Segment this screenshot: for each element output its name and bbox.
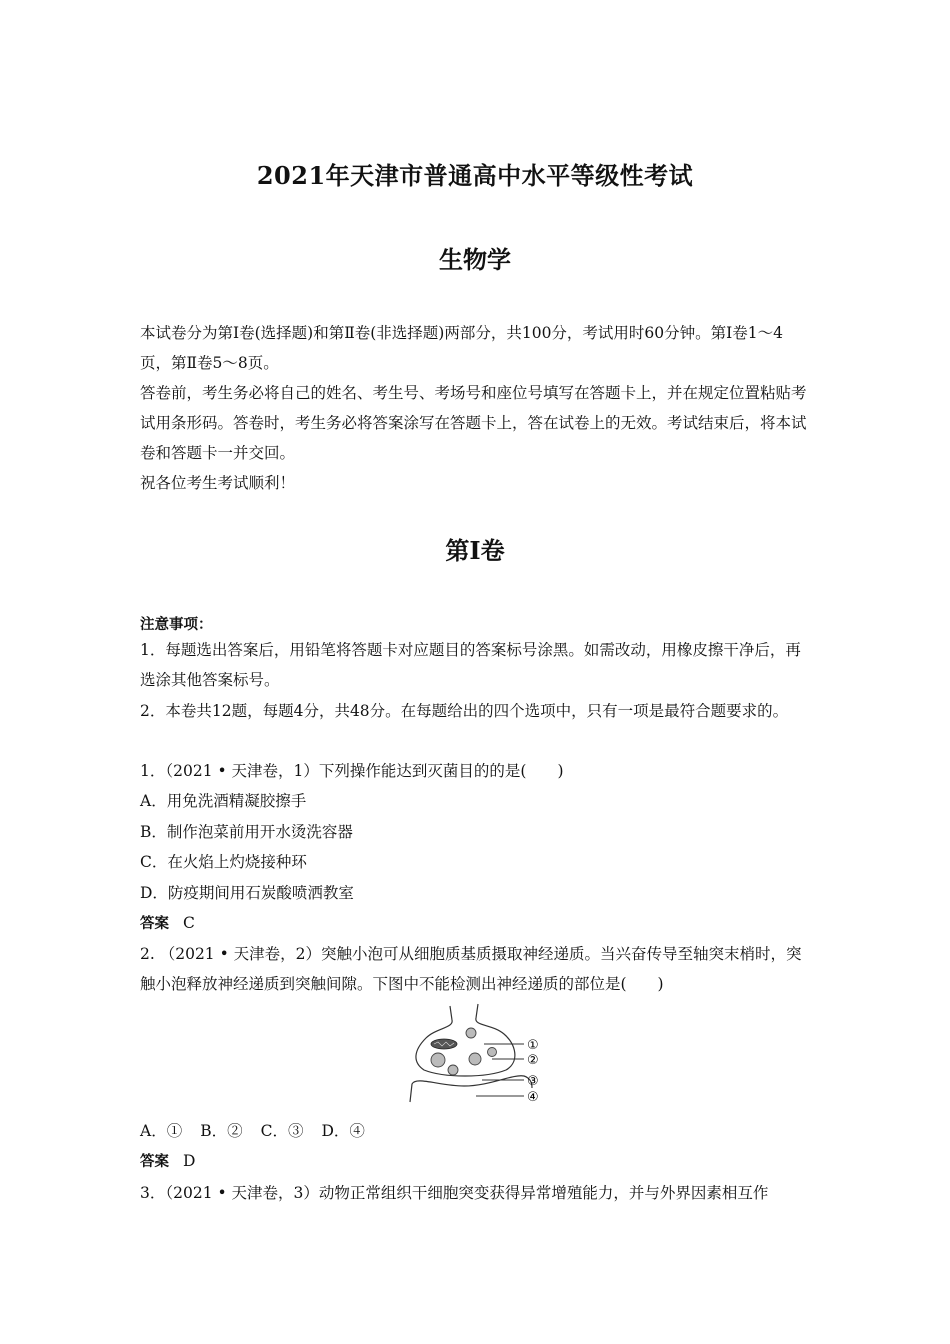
question-3-stem: 3．（2021 • 天津卷，3）动物正常组织干细胞突变获得异常增殖能力，并与外界因素相互作 xyxy=(140,1184,769,1202)
notice-heading: 注意事项： xyxy=(140,617,213,633)
question-2-option-b: B．② xyxy=(200,1122,243,1140)
intro-paragraph-3: 祝各位考生考试顺利！ xyxy=(140,474,296,492)
intro-paragraph-1: 本试卷分为第Ⅰ卷(选择题)和第Ⅱ卷(非选择题)两部分，共100分，考试用时60分钟。第Ⅰ卷1～4页，第Ⅱ卷5～8页。 xyxy=(140,324,784,372)
section-title: 第Ⅰ卷 xyxy=(445,536,505,565)
vesicle-shape xyxy=(469,1053,481,1065)
question-1-stem: 1．（2021 • 天津卷，1）下列操作能达到灭菌目的的是( ) xyxy=(140,762,564,780)
answer-value: D xyxy=(183,1152,196,1170)
notice-item-1: 1．每题选出答案后，用铅笔将答题卡对应题目的答案标号涂黑。如需改动，用橡皮擦干净后，再选涂其他答案标号。 xyxy=(140,641,801,689)
answer-label: 答案 xyxy=(140,916,169,932)
question-2-option-c: C．③ xyxy=(260,1122,304,1140)
question-2-options xyxy=(140,1119,383,1141)
question-1-option-c: C．在火焰上灼烧接种环 xyxy=(140,853,307,871)
vesicle-shape xyxy=(431,1053,445,1067)
answer-value: C xyxy=(183,914,195,932)
question-2-option-d: D．④ xyxy=(321,1122,365,1140)
notice-item-2: 2．本卷共12题，每题4分，共48分。在每题给出的四个选项中，只有一项是最符合题要求的。 xyxy=(140,702,789,720)
figure-label-1: ① xyxy=(527,1038,539,1053)
question-1-option-a: A．用免洗酒精凝胶擦手 xyxy=(140,792,307,810)
exam-title: 2021年天津市普通高中水平等级性考试 xyxy=(256,161,694,190)
subject-title: 生物学 xyxy=(439,245,511,274)
axon-terminal-outline xyxy=(416,1004,515,1076)
answer-label: 答案 xyxy=(140,1154,169,1170)
figure-label-3: ③ xyxy=(527,1074,539,1089)
intro-paragraph-2: 答卷前，考生务必将自己的姓名、考生号、考场号和座位号填写在答题卡上，并在规定位置粘贴考试用条形码。答卷时，考生务必将答案涂写在答题卡上，答在试卷上的无效。考试结束后，将本试卷和答题卡一并交回。 xyxy=(140,384,807,462)
question-1-answer xyxy=(140,912,195,933)
question-2-stem: 2. （2021 • 天津卷，2）突触小泡可从细胞质基质摄取神经递质。当兴奋传导至轴突末梢时，突触小泡释放神经递质到突触间隙。下图中不能检测出神经递质的部位是( ) xyxy=(140,945,802,993)
question-1-option-b: B．制作泡菜前用开水烫洗容器 xyxy=(140,823,353,841)
vesicle-shape xyxy=(466,1028,476,1038)
vesicle-shape xyxy=(488,1048,497,1057)
vesicle-shape xyxy=(448,1065,458,1075)
question-1-option-d: D．防疫期间用石炭酸喷洒教室 xyxy=(140,884,354,902)
figure-label-2: ② xyxy=(527,1053,539,1068)
synapse-diagram xyxy=(400,1000,560,1108)
question-2-option-a: A．① xyxy=(140,1122,183,1140)
question-2-answer xyxy=(140,1150,195,1171)
figure-label-4: ④ xyxy=(527,1090,539,1105)
